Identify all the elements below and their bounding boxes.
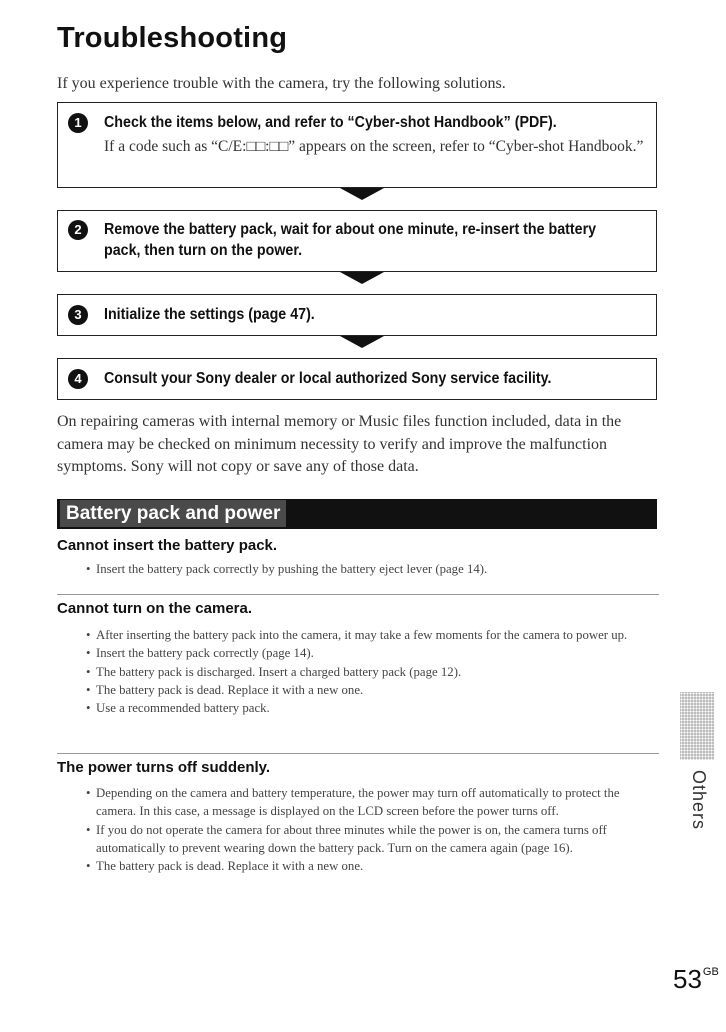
section-title: Battery pack and power (60, 500, 286, 527)
step-heading-1: Check the items below, and refer to “Cyber-shot Handbook” (PDF). (104, 114, 557, 131)
step-number-3: 3 (68, 305, 88, 325)
issue-bullets-2 (86, 626, 658, 717)
arrow-down-icon (340, 336, 384, 348)
page-number-value: 53 (673, 964, 702, 994)
side-tab-label: Others (689, 770, 709, 831)
step-number-1: 1 (68, 113, 88, 133)
list-item: • Insert the battery pack correctly by pushing the battery eject lever (page 14). (86, 560, 658, 578)
step-box-3 (57, 294, 657, 336)
step-heading-4: Consult your Sony dealer or local authorized Sony service facility. (104, 370, 552, 387)
intro-text: If you experience trouble with the camera, try the following solutions. (57, 75, 506, 92)
step-heading-3: Initialize the settings (page 47). (104, 306, 315, 323)
list-item: • The battery pack is dead. Replace it with a new one. (86, 681, 658, 699)
step-number-2: 2 (68, 220, 88, 240)
data-repair-note: On repairing cameras with internal memory or Music files function included, data in the camera may be checked on minimum necessity to verify and improve the malfunction symptoms. Sony will not copy or save any of those data. (57, 413, 622, 475)
step-number-4: 4 (68, 369, 88, 389)
issue-title-3: The power turns off suddenly. (57, 759, 271, 776)
list-item: • If you do not operate the camera for about three minutes while the power is on, the camera turns off automatically to prevent wearing down the battery pack. Turn on the camera again (page 16). (86, 821, 658, 858)
step-heading-2: Remove the battery pack, wait for about one minute, re-insert the battery pack, then turn on the power. (104, 221, 597, 259)
issue-title-1: Cannot insert the battery pack. (57, 537, 278, 554)
issue-bullets-1 (86, 560, 658, 578)
page-number (673, 964, 719, 995)
issue-bullets-3 (86, 784, 658, 875)
page-number-suffix: GB (702, 966, 719, 978)
step-box-1 (57, 102, 657, 188)
step-body-1: If a code such as “C/E:□□:□□” appears on the screen, refer to “Cyber-shot Handbook.” (104, 138, 644, 155)
section-header (57, 499, 657, 529)
step-box-2 (57, 210, 657, 272)
page-title: Troubleshooting (57, 22, 288, 54)
list-item: • Use a recommended battery pack. (86, 699, 658, 717)
list-item: • The battery pack is dead. Replace it with a new one. (86, 857, 658, 875)
list-item: • Depending on the camera and battery temperature, the power may turn off automatically to protect the camera. In this case, a message is displayed on the LCD screen before the power turns off. (86, 784, 658, 821)
issue-title-2: Cannot turn on the camera. (57, 600, 253, 617)
divider (57, 594, 659, 595)
arrow-down-icon (340, 272, 384, 284)
side-index-tab (680, 692, 714, 760)
list-item: • The battery pack is discharged. Insert a charged battery pack (page 12). (86, 663, 658, 681)
step-box-4 (57, 358, 657, 400)
list-item: • After inserting the battery pack into the camera, it may take a few moments for the camera to power up. (86, 626, 658, 644)
list-item: • Insert the battery pack correctly (page 14). (86, 644, 658, 662)
divider (57, 753, 659, 754)
arrow-down-icon (340, 188, 384, 200)
